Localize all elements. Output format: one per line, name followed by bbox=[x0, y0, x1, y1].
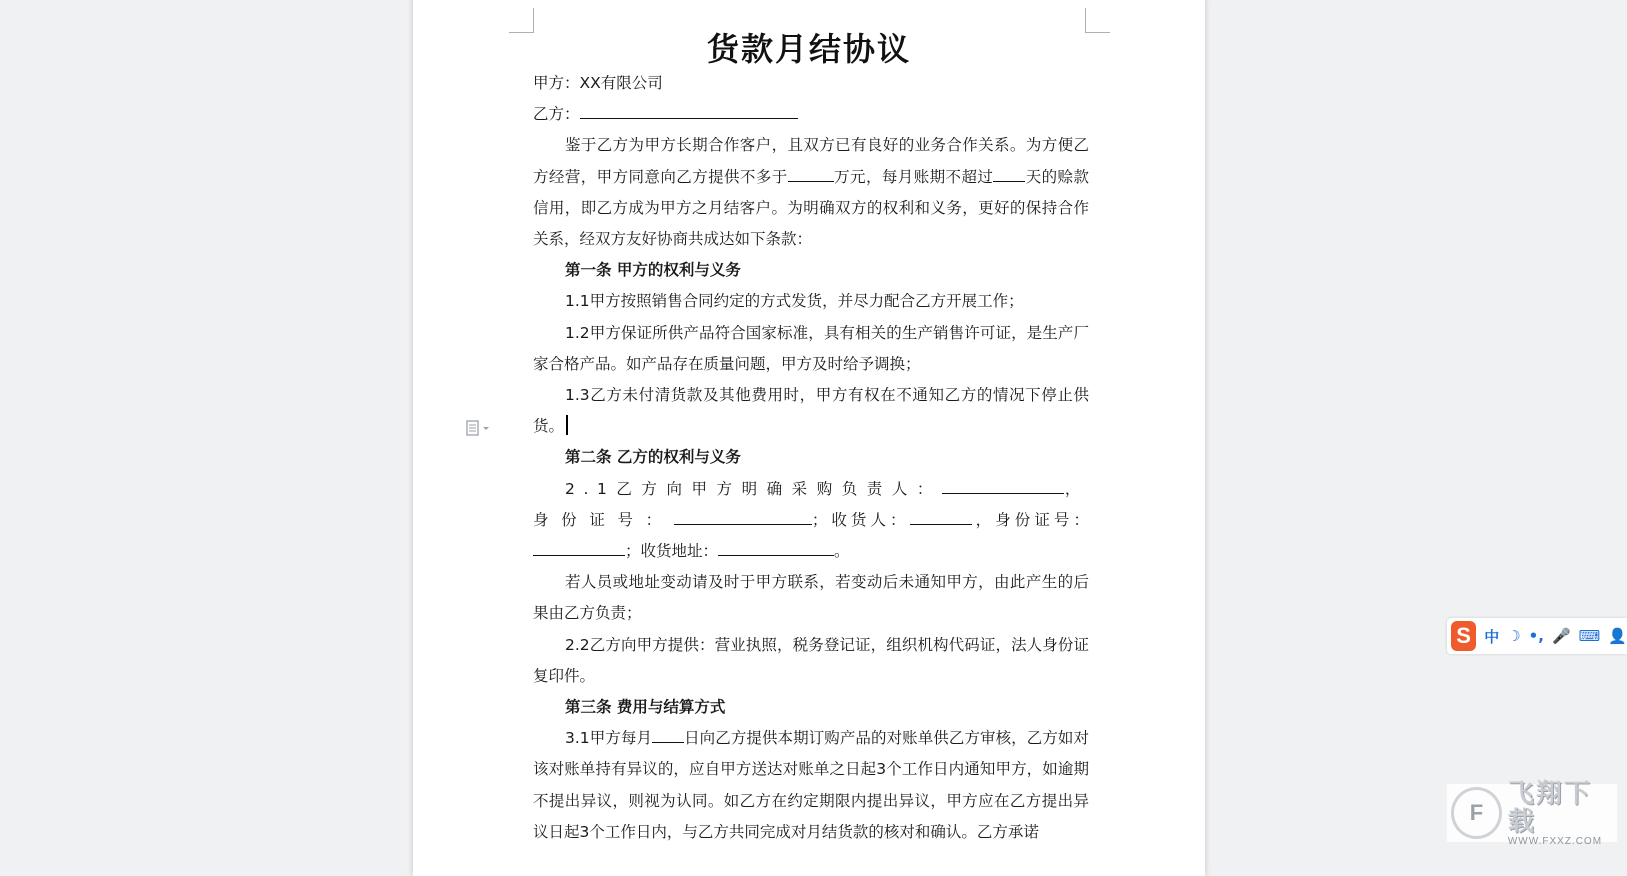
clause-2-1 bbox=[533, 474, 1089, 568]
intro-text-2: 万元，每月账期不超过 bbox=[833, 167, 994, 186]
receiver-blank[interactable] bbox=[910, 510, 972, 525]
clause-2-1-text-a: 2.1乙方向甲方明确采购负责人： bbox=[565, 479, 942, 498]
party-b-label: 乙方： bbox=[533, 105, 580, 124]
purchaser-id-blank[interactable] bbox=[674, 510, 812, 525]
intro-text-1: 鉴于乙方为甲方长期合作客户，且双方已有良好的业务合作关系。为方便乙方经营，甲方同意向乙方提供不多于 bbox=[533, 136, 1089, 186]
watermark-brand: 飞翔下载 bbox=[1507, 778, 1592, 837]
watermark-text bbox=[1508, 780, 1617, 847]
statement-day-blank[interactable] bbox=[652, 728, 684, 743]
watermark-url: WWW.FXXZ.COM bbox=[1507, 835, 1603, 847]
clause-2-1-text-e: ；收货地址： bbox=[625, 542, 719, 561]
document-page[interactable] bbox=[413, 0, 1205, 876]
receiving-address-blank[interactable] bbox=[718, 541, 834, 556]
article1-heading: 第一条 甲方的权利与义务 bbox=[565, 261, 741, 280]
party-b-blank[interactable] bbox=[580, 104, 798, 119]
chinese-mode-toggle[interactable]: 中 bbox=[1484, 627, 1500, 646]
clause-2-2: 2.2乙方向甲方提供：营业执照，税务登记证，组织机构代码证，法人身份证复印件。 bbox=[533, 635, 1089, 685]
moon-icon[interactable]: ☽ bbox=[1507, 627, 1521, 645]
credit-amount-blank[interactable] bbox=[788, 167, 834, 182]
site-watermark bbox=[1447, 778, 1617, 847]
purchaser-blank[interactable] bbox=[942, 479, 1064, 494]
clause-3-1-text-a: 3.1甲方每月 bbox=[565, 729, 653, 748]
clause-1-2: 1.2甲方保证所供产品符合国家标准，具有相关的生产销售许可证，是生产厂家合格产品。如产品存在质量问题，甲方及时给予调换； bbox=[533, 323, 1089, 373]
watermark-logo-icon: F bbox=[1451, 787, 1502, 839]
clause-1-1: 1.1甲方按照销售合同约定的方式发货，并尽力配合乙方开展工作； bbox=[565, 292, 1024, 311]
receiver-id-blank[interactable] bbox=[533, 541, 625, 556]
party-a-line: 甲方：XX有限公司 bbox=[533, 74, 663, 92]
article2-heading: 第二条 乙方的权利与义务 bbox=[565, 448, 741, 467]
punctuation-icon[interactable]: •, bbox=[1528, 627, 1544, 645]
clause-2-1-text-b: ，身份证号： bbox=[533, 479, 1089, 529]
clause-2-1-text-f: 。 bbox=[834, 542, 850, 561]
user-icon[interactable]: 👤 bbox=[1608, 627, 1627, 645]
sogou-logo-icon[interactable]: S bbox=[1451, 621, 1476, 651]
clause-3-1-text-b: 日向乙方提供本期订购产品的对账单供乙方审核，乙方如对该对账单持有异议的，应自甲方送达对账单之日起3个工作日内通知甲方，如逾期不提出异议，则视为认同。如乙方在约定期限内提出异议，甲方应在乙方提出异议日起3个工作日内，与乙方共同完成对月结货款的核对和确认。乙方承诺 bbox=[533, 729, 1089, 841]
ime-toolbar[interactable] bbox=[1447, 618, 1627, 654]
article3-heading: 第三条 费用与结算方式 bbox=[565, 698, 726, 717]
clause-3-1 bbox=[533, 723, 1089, 848]
paragraph-layout-icon[interactable] bbox=[465, 420, 495, 438]
clause-1-3-text: 1.3乙方未付清货款及其他费用时，甲方有权在不通知乙方的情况下停止供货。 bbox=[533, 386, 1089, 436]
intro-paragraph bbox=[533, 130, 1089, 255]
text-cursor bbox=[566, 415, 568, 435]
clause-2-1-text-d: ，身份证号： bbox=[971, 510, 1089, 529]
intro-text-3: 天的赊款信用，即乙方成为甲方之月结客户。为明确双方的权利和义务，更好的保持合作关系，经双方友好协商共成达如下条款： bbox=[533, 167, 1089, 249]
party-b-line bbox=[533, 99, 1089, 130]
keyboard-icon[interactable]: ⌨ bbox=[1578, 627, 1601, 645]
clause-1-3 bbox=[533, 380, 1089, 442]
clause-2-1-text-c: ；收货人： bbox=[811, 510, 910, 529]
document-body[interactable] bbox=[533, 68, 1089, 848]
document-title: 货款月结协议 bbox=[706, 30, 911, 68]
microphone-icon[interactable]: 🎤 bbox=[1551, 627, 1571, 645]
credit-days-blank[interactable] bbox=[993, 167, 1025, 182]
clause-2-note: 若人员或地址变动请及时于甲方联系，若变动后未通知甲方，由此产生的后果由乙方负责； bbox=[533, 573, 1089, 623]
